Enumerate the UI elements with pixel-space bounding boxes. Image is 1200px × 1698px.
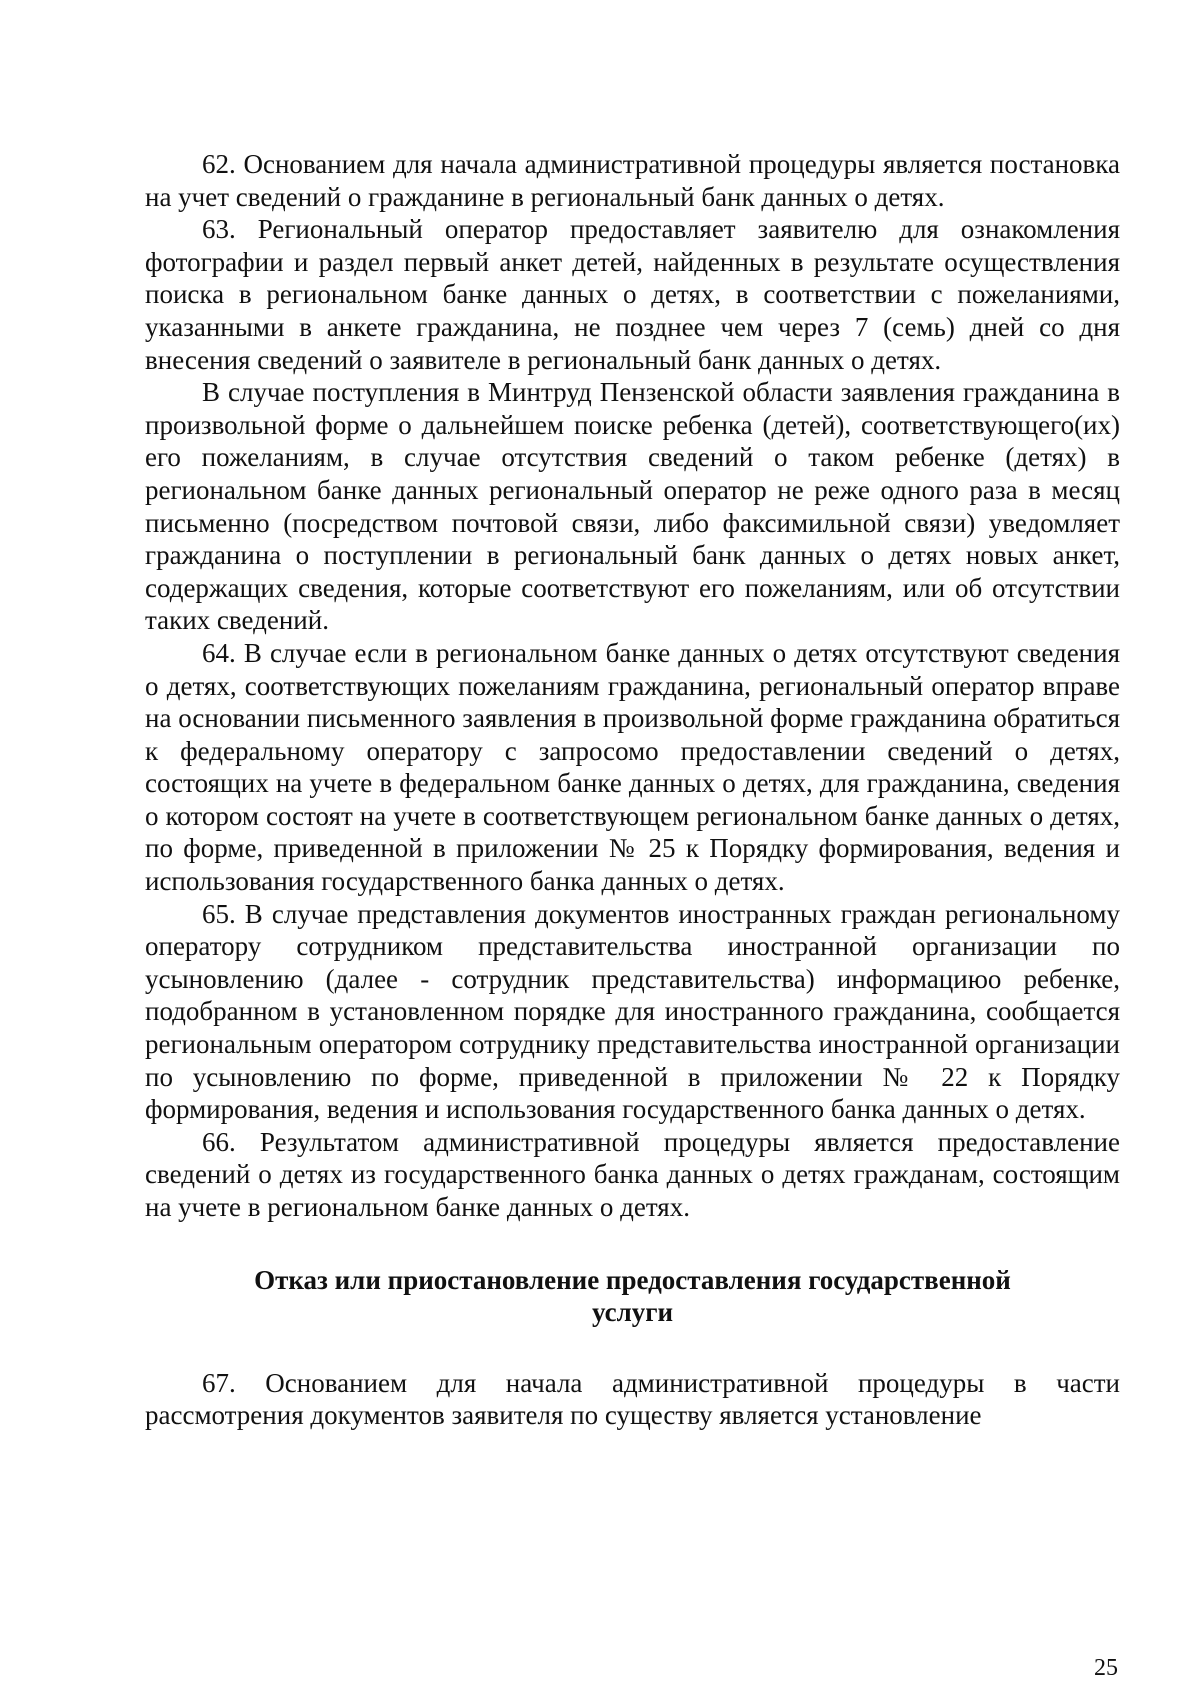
paragraph-62: 62. Основанием для начала административной процедуры является постановка на учет сведений о гражданине в региональный банк данных о детях. [145,149,1120,212]
paragraph-66: 66. Результатом административной процедуры является предоставление сведений о детях из государственного банка данных о детях гражданам, состоящим на учете в региональном банке данных о детях. [145,1126,1120,1222]
section-heading-line-2: услуги [591,1297,674,1328]
paragraph-64: 64. В случае если в региональном банке данных о детях отсутствуют сведения о детях, соответствующих пожеланиям гражданина, региональный оператор вправе на основании письменного заявления в произвольной форме гражданина обратиться к федеральному оператору с запросомо предоставлении сведений о детях, состоящих на учете в федеральном банке данных о детях, для гражданина, сведения о котором состоят на учете в соответствующем региональном банке данных о детях, по форме, приведенной в приложении № 25 к Порядку формирования, ведения и использования государственного банка данных о детях. [145,637,1120,897]
paragraph-63-continued: В случае поступления в Минтруд Пензенской области заявления гражданина в произвольной форме о дальнейшем поиске ребенка (детей), соответствующего(их) его пожеланиям, в случае отсутствия сведений о таком ребенке (детях) в региональном банке данных региональный оператор не реже одного раза в месяц письменно (посредством почтовой связи, либо факсимильной связи) уведомляет гражданина о поступлении в региональный банк данных о детях новых анкет, содержащих сведения, которые соответствуют его пожеланиям, или об отсутствии таких сведений. [145,377,1120,636]
document-body [145,148,1120,1432]
paragraph-63: 63. Региональный оператор предоставляет заявителю для ознакомления фотографии и раздел первый анкет детей, найденных в результате осуществления поиска в региональном банке данных о детях, в соответствии с пожеланиями, указанными в анкете гражданина, не позднее чем через 7 (семь) дней со дня внесения сведений о заявителе в региональный банк данных о детях. [145,214,1120,375]
paragraph-65: 65. В случае представления документов иностранных граждан региональному оператору сотрудником представительства иностранной организации по усыновлению (далее - сотрудник представительства) информациюо ребенке, подобранном в установленном порядке для иностранного гражданина, сообщается региональным оператором сотруднику представительства иностранной организации по усыновлению по форме, приведенной в приложении № 22 к Порядку формирования, ведения и использования государственного банка данных о детях. [145,898,1120,1125]
page-number: 25 [1094,1655,1118,1681]
section-heading [145,1264,1120,1329]
section-heading-line-1: Отказ или приостановление предоставления государственной [254,1264,1011,1295]
paragraph-67: 67. Основанием для начала административной процедуры в части рассмотрения документов заявителя по существу является установление [145,1367,1120,1431]
